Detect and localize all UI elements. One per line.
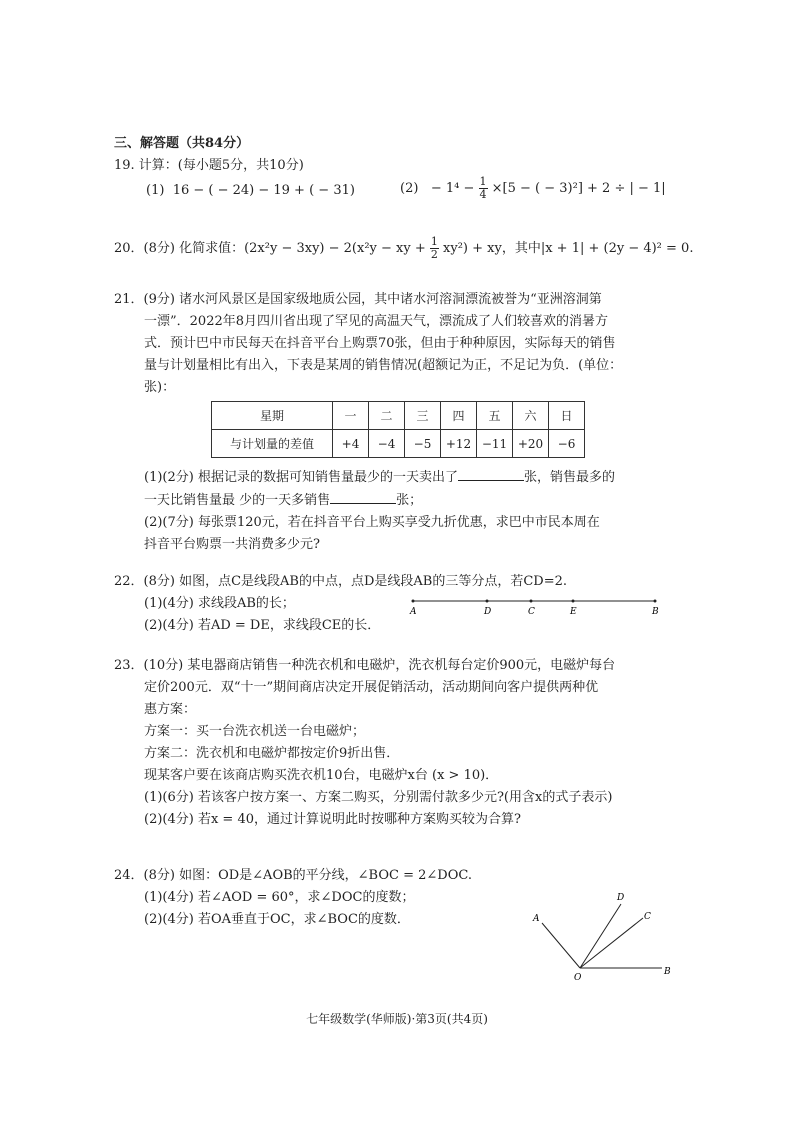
table-row bbox=[212, 430, 585, 458]
answer-blank[interactable] bbox=[330, 489, 396, 504]
question-24: 24．(8分) 如图：OD是∠AOB的平分线，∠BOC = 2∠DOC. (1)(4分) 若∠AOD = 60°，求∠DOC的度数； (2)(4分) 若OA垂直于OC，求∠BOC的度数． bbox=[114, 868, 472, 927]
label-c: C bbox=[644, 912, 651, 922]
page-footer: 七年级数学(华师版)·第3页(共4页) bbox=[306, 1012, 488, 1026]
label-a: A bbox=[533, 914, 540, 924]
table-cell: +4 bbox=[333, 430, 369, 458]
table-header-cell: 星期 bbox=[212, 402, 333, 430]
q19-part1-expression: 16 − ( − 24) − 19 + ( − 31) bbox=[172, 183, 355, 198]
table-row bbox=[212, 402, 585, 430]
table-cell: 五 bbox=[477, 402, 513, 430]
question-19 bbox=[114, 155, 694, 177]
label-d: D bbox=[484, 607, 492, 617]
ray-od bbox=[580, 904, 621, 968]
table-cell: −4 bbox=[369, 430, 405, 458]
label-e: E bbox=[570, 607, 577, 617]
table-cell: −5 bbox=[405, 430, 441, 458]
label-d: D bbox=[617, 893, 625, 903]
q21-subquestions: (1)(2分) 根据记录的数据可知销售量最少的一天卖出了 张，销售最多的 一天比销售量最 少的一天多销售 张； (2)(7分) 每张票120元，若在抖音平台上购买享受九折优惠，求巴中市民本周在 抖音平台购票一共消费多少元? bbox=[144, 466, 724, 556]
angle-figure bbox=[528, 890, 678, 985]
label-a: A bbox=[410, 607, 417, 617]
table-cell: +12 bbox=[441, 430, 477, 458]
answer-blank[interactable] bbox=[458, 466, 524, 481]
ray-oc bbox=[580, 918, 643, 968]
table-header-cell: 与计划量的差值 bbox=[212, 430, 333, 458]
q19-part1: (1) 16 − ( − 24) − 19 + ( − 31) bbox=[146, 183, 355, 198]
label-b: B bbox=[664, 967, 671, 977]
fraction-one-half: $\frac{1}{2}$ bbox=[430, 235, 438, 261]
q19-stem: 19. 计算：(每小题5分，共10分) bbox=[114, 158, 304, 173]
table-cell: 三 bbox=[405, 402, 441, 430]
table-cell: +20 bbox=[513, 430, 549, 458]
point-a bbox=[412, 600, 415, 603]
table-cell: 日 bbox=[549, 402, 585, 430]
segment-ab-figure bbox=[405, 590, 665, 620]
point-e bbox=[572, 600, 575, 603]
section-title: 三、解答题（共84分） bbox=[114, 136, 250, 151]
point-b bbox=[654, 600, 657, 603]
question-22: 22．(8分) 如图，点C是线段AB的中点，点D是线段AB的三等分点，若CD=2. (1)(4分) 求线段AB的长； (2)(4分) 若AD = DE，求线段CE的长． bbox=[114, 574, 568, 633]
label-b: B bbox=[652, 607, 659, 617]
table-cell: −11 bbox=[477, 430, 513, 458]
table-cell: 四 bbox=[441, 402, 477, 430]
table-cell: 二 bbox=[369, 402, 405, 430]
fraction-one-quarter: $\frac{1}{4}$ bbox=[479, 175, 487, 201]
question-20: 20．(8分) 化简求值：(2x²y − 3xy) − 2(x²y − xy + $\frac{1}{2}$ xy²) + xy，其中|x + 1| + (2y − 4)² = 0. bbox=[114, 235, 694, 261]
point-c bbox=[530, 600, 533, 603]
point-d bbox=[486, 600, 489, 603]
table-cell: 六 bbox=[513, 402, 549, 430]
label-o: O bbox=[574, 973, 582, 983]
question-23: 23．(10分) 某电器商店销售一种洗衣机和电磁炉，洗衣机每台定价900元，电磁炉每台 定价200元．双“十一”期间商店决定开展促销活动，活动期间向客户提供两种优 惠方案： 方案一：买一台洗衣机送一台电磁炉； 方案二：洗衣机和电磁炉都按定价9折出售． 现某客户要在该商店购买洗衣机10台，电磁炉x台 (x > 10)． (1)(6分) 若该客户按方案一、方案二购买，分别需付款多少元?(用含x的式子表示) (2)(4分) 若x = 40，通过计算说明此时按哪种方案购买较为合算? bbox=[114, 658, 616, 827]
q19-part2: (2) − 1⁴ − $\frac{1}{4}$ ×[5 − ( − 3)²] + 2 ÷ | − 1| bbox=[400, 175, 666, 201]
ray-oa bbox=[542, 923, 580, 968]
label-c: C bbox=[528, 607, 535, 617]
question-21: 21．(9分) 诸水河风景区是国家级地质公园，其中诸水河溶洞漂流被誉为“亚洲溶洞第 一漂”．2022年8月四川省出现了罕见的高温天气，漂流成了人们较喜欢的消暑方 式．预计巴中市民每天在抖音平台上购票70张，但由于种种原因，实际每天的销售 量与计划量相比有出入，下表是某周的销售情况(超额记为正，不足记为负．(单位： 张)： bbox=[114, 292, 623, 395]
table-cell: 一 bbox=[333, 402, 369, 430]
sales-table bbox=[211, 401, 585, 458]
table-cell: −6 bbox=[549, 430, 585, 458]
